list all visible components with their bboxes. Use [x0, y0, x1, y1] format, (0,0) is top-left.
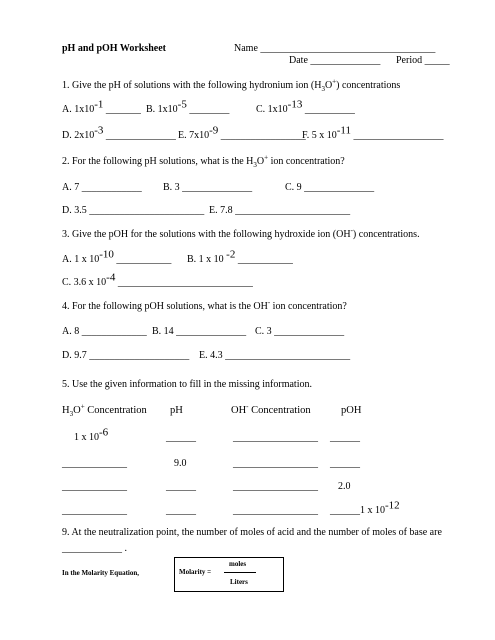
molarity-intro: In the Molarity Equation, — [62, 569, 140, 577]
table-header-h3o-concentration: $H_3O^+$ Concentration — [62, 402, 147, 419]
row4-oh-blank: _________________ — [233, 505, 318, 516]
row3-poh-value: 2.0 — [338, 481, 351, 492]
date-field-label: Date ______________ — [289, 55, 381, 66]
molarity-label: Molarity = — [179, 568, 212, 576]
period-field-label: Period _____ — [396, 55, 450, 66]
q2-item-b: B. 3 ______________ — [163, 182, 253, 193]
q1-item-f: F. 5 x $10^{-11}$ __________________ — [302, 124, 444, 141]
q9-prompt-line1: 9. At the neutralization point, the number of moles of acid and the number of moles of base are — [62, 527, 442, 538]
q2-prompt: 2. For the following pH solutions, what is the $H_3O^+$ ion concentration? — [62, 153, 345, 169]
q1-item-b: B. $1x10^{-5}$ ________ — [146, 98, 230, 115]
row1-poh-blank: ______ — [330, 432, 360, 443]
q3-prompt: 3. Give the pOH for the solutions with the following hydroxide ion (OH-) concentrations. — [62, 226, 420, 240]
q3-item-a: A. 1 x $10^{-10}$ ___________ — [62, 248, 172, 265]
row1-oh-blank: _________________ — [233, 432, 318, 443]
q1-item-e: E. $7x10^{-9}$ _________________ — [178, 124, 306, 141]
worksheet-title: pH and pOH Worksheet — [62, 43, 167, 54]
row4-poh-value: ______1 x $10^{-12}$ — [330, 499, 400, 516]
q1-item-a: A. $1x10^{-1}$ _______ — [62, 98, 141, 115]
q4-item-b: B. 14 ______________ — [152, 326, 247, 337]
table-header-poh: pOH — [341, 405, 362, 416]
row1-h3o-value: 1 x $10^{-6}$ — [74, 426, 109, 443]
q2-item-e: E. 7.8 _______________________ — [209, 205, 351, 216]
row3-h3o-blank: _____________ — [62, 481, 127, 492]
fraction-bar — [224, 572, 256, 573]
q2-item-d: D. 3.5 _______________________ — [62, 205, 205, 216]
row3-oh-blank: _________________ — [233, 481, 318, 492]
q3-item-b: B. 1 x 10 $^{-2}$ ___________ — [187, 248, 293, 265]
q2-item-c: C. 9 ______________ — [285, 182, 375, 193]
q9-prompt-line2: ____________ . — [62, 543, 127, 554]
molarity-numerator: moles — [229, 560, 247, 568]
q1-item-c: C. $1x10^{-13}$ __________ — [256, 98, 355, 115]
q4-item-a: A. 8 _____________ — [62, 326, 147, 337]
q3-item-c: C. 3.6 x $10^{-4}$ ___________________________ — [62, 271, 253, 288]
q4-item-c: C. 3 ______________ — [255, 326, 345, 337]
row2-ph-value: 9.0 — [174, 458, 187, 469]
q4-prompt: 4. For the following pOH solutions, what is the OH- ion concentration? — [62, 298, 347, 312]
q1-item-d: D. $2x10^{-3}$ ______________ — [62, 124, 176, 141]
row3-ph-blank: ______ — [166, 481, 196, 492]
q2-item-a: A. 7 ____________ — [62, 182, 142, 193]
q4-item-d: D. 9.7 ____________________ — [62, 350, 190, 361]
row4-ph-blank: ______ — [166, 505, 196, 516]
row1-ph-blank: ______ — [166, 432, 196, 443]
q5-prompt: 5. Use the given information to fill in the missing information. — [62, 379, 312, 390]
row2-h3o-blank: _____________ — [62, 458, 127, 469]
row2-oh-blank: _________________ — [233, 458, 318, 469]
table-header-ph: pH — [170, 405, 183, 416]
row4-h3o-blank: _____________ — [62, 505, 127, 516]
q4-item-e: E. 4.3 _________________________ — [199, 350, 351, 361]
name-field-label: Name ___________________________________ — [234, 43, 436, 54]
molarity-denominator: Liters — [230, 578, 248, 586]
table-header-oh-concentration: OH- Concentration — [231, 402, 311, 416]
q1-prompt: 1. Give the pH of solutions with the following hydronium ion $(H_3O^+)$ concentrations — [62, 77, 401, 93]
row2-poh-blank: ______ — [330, 458, 360, 469]
